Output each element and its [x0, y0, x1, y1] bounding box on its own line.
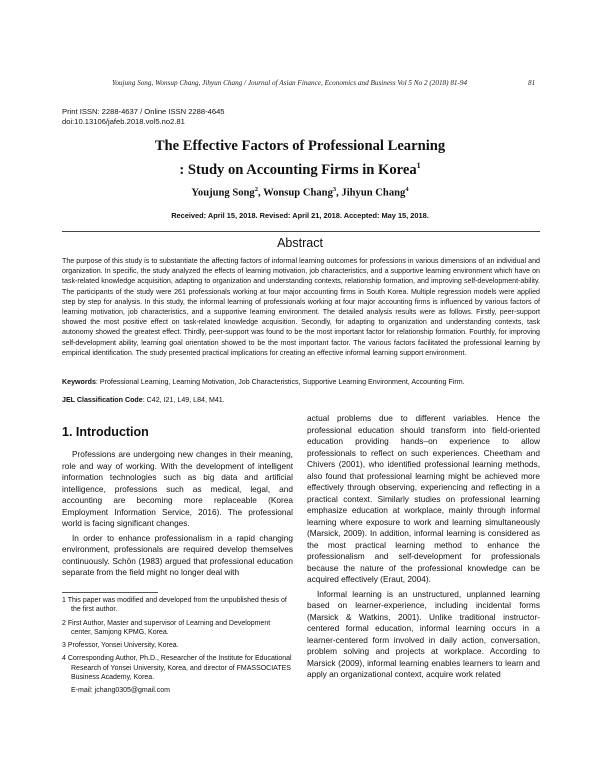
left-column	[62, 413, 293, 579]
doi-line: doi:10.13106/jafeb.2018.vol5.no2.81	[62, 116, 185, 126]
author-name: Jihyun Chang	[341, 187, 406, 199]
title-line-2-text: : Study on Accounting Firms in Korea	[179, 161, 417, 178]
footnote: 4 Corresponding Author, Ph.D., Researcher of the Institute for Educational Research of Yonsei University, Korea, and director of FMASSOCIATES Business Academy, Korea.	[62, 655, 292, 682]
keywords-label: Keywords	[62, 378, 96, 386]
submission-dates: Received: April 15, 2018. Revised: April 21, 2018. Accepted: May 15, 2018.	[171, 211, 429, 220]
author-name: Wonsup Chang	[263, 187, 333, 199]
abstract-body: The purpose of this study is to substantiate the affecting factors of informal learning outcomes for professions in various dimensions of an individual and organization. In specific, the study analyzed the effects of learning motivation, job characteristics, and a supportive learning environment which have on task-related knowledge acquisition, adapting to organization and understanding contexts, relationship formation, and improving self-development-ability. The participants of the study were 261 professionals working at four major accounting firms in South Korea. Multiple regression models were applied step by step for analysis. In this study, the informal learning of professionals working at four major accounting firms is influenced by various factors of learning motivation, job characteristics, and a supportive learning environment. The detailed analysis results were as follows. Firstly, peer-support showed the most positive effect on task-related knowledge acquisition. Secondly, for adapting to organization and understanding contexts, task autonomy showed the greatest effect. Thirdly, peer-support was found to be the most important factor for relationship formation. Fourthly, for improving self-development ability, learning goal orientation showed to be the most important factor. The various factors facilitated the professional learning by empirical identification. The study presented practical implications for creating an effective informal learning support environment.	[62, 257, 540, 357]
keywords	[62, 377, 540, 387]
keywords-text: : Professional Learning, Learning Motivation, Job Characteristics, Supportive Learning Environment, Accounting Firm.	[95, 378, 465, 386]
author-footnote-mark: 4	[405, 186, 409, 193]
footnote: 2 First Author, Master and supervisor of Learning and Development center, Samjong KPMG, Korea.	[62, 619, 271, 636]
issn-block	[62, 107, 225, 126]
body-paragraph: In order to enhance professionalism in a rapid changing environment, professionals are required develop themselves continuously. Schön (1983) argued that professional education separate from the field might no longer deal with	[62, 532, 293, 577]
jel-text: : C42, I21, L49, L84, M41.	[142, 396, 225, 404]
title-footnote-mark: 1	[416, 161, 421, 170]
body-paragraph: actual problems due to different variables. Hence the professional education should transform into field-oriented education providing hands–on experience to allow professionals to reflect on such experiences. Cheetham and Chivers (2001), who identified professional learning methods, also found that professional learning might be achieved more effectively through observing, experiencing and reflecting in a practical context. Similarly studies on professional learning emphasize education at workplace, mainly through informal learning where exposure to work and learning simultaneously (Marsick, 2009). In addition, informal learning is considered as the most practical learning method to enhance the professionalism and self-development for professionals because the nature of the professional knowledge can be acquired effectively (Eraut, 2004).	[307, 413, 540, 584]
jel-codes	[62, 395, 540, 405]
footnote-email: E-mail: jchang0305@gmail.com	[71, 687, 170, 695]
footnote-divider	[62, 592, 158, 593]
paper-title	[0, 136, 600, 180]
page-number: 81	[528, 79, 536, 87]
author-list	[0, 186, 600, 199]
footnote: 3 Professor, Yonsei University, Korea.	[62, 642, 179, 650]
abstract-divider	[62, 231, 540, 232]
author-separator: ,	[336, 187, 342, 199]
body-paragraph: Professions are undergoing new changes in their meaning, role and way of working. With the development of intelligent information technologies such as big data and artificial intelligence, professions such as medical, legal, and accounting are becoming more replaceable (Korea Employment Information Service, 2016). The professional world is facing significant changes.	[62, 449, 293, 528]
author-footnote-mark: 2	[254, 186, 258, 193]
author-name: Youjung Song	[191, 187, 255, 199]
issn-line: Print ISSN: 2288-4637 / Online ISSN 2288-4645	[62, 107, 225, 116]
right-column	[307, 413, 540, 681]
author-separator: ,	[257, 187, 264, 199]
body-paragraph: Informal learning is an unstructured, unplanned learning based on learner-experience, including incidental forms (Marsick & Watkins, 2001). Unlike traditional instructor-centered formal education, informal learning occurs in a learner-centered form involved in daily action, conversation, problem solving and projects at workplace. According to Marsick (2009), informal learning enables learners to learn and apply an organizational context, acquire work related	[307, 588, 540, 679]
title-line-1: The Effective Factors of Professional Learning	[154, 138, 446, 154]
title-line-2	[0, 156, 600, 180]
author-footnote-mark: 3	[332, 186, 337, 193]
footnotes	[62, 596, 293, 700]
abstract-heading: Abstract	[277, 236, 323, 250]
jel-label: JEL Classification Code	[62, 396, 143, 404]
footnote: 1 This paper was modified and developed from the unpublished thesis of the first author.	[62, 597, 287, 614]
section-heading-introduction: 1. Introduction	[62, 425, 149, 439]
running-head-text: Youjung Song, Wonsup Chang, Jihyun Chang / Journal of Asian Finance, Economics and Business Vol 5 No 2 (2018) 81-94	[112, 79, 468, 87]
